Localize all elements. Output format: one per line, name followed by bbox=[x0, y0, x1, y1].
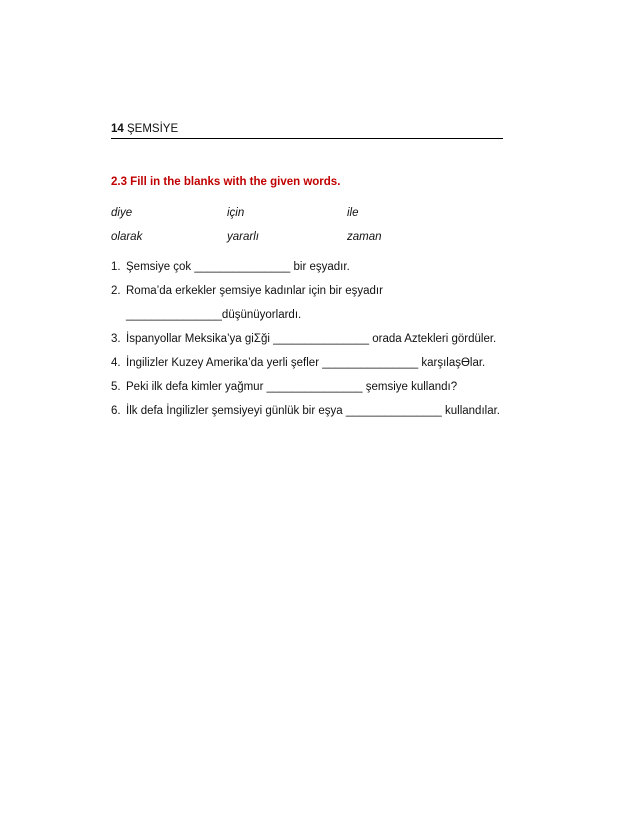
chapter-title: ŞEMSİYE bbox=[127, 123, 179, 135]
word-bank-word: olarak bbox=[111, 231, 143, 243]
word-bank-word: için bbox=[227, 207, 245, 219]
item-number: 3. bbox=[111, 333, 121, 345]
item-number: 5. bbox=[111, 381, 121, 393]
word-bank-word: zaman bbox=[347, 231, 382, 243]
word-bank-word: yararlı bbox=[227, 231, 259, 243]
exercise-item bbox=[111, 355, 531, 379]
word-bank bbox=[111, 207, 511, 255]
item-text: Şemsiye çok _______________ bir eşyadır. bbox=[126, 261, 350, 273]
item-text: _______________düşünüyorlardı. bbox=[126, 309, 302, 321]
exercise-item bbox=[111, 283, 531, 307]
word-bank-row bbox=[111, 231, 511, 255]
exercise-title: 2.3 Fill in the blanks with the given words. bbox=[111, 176, 341, 188]
item-text: Peki ilk defa kimler yağmur _______________ şemsiye kullandı? bbox=[126, 381, 458, 393]
exercise-items bbox=[111, 259, 531, 427]
exercise-item bbox=[111, 331, 531, 355]
word-bank-word: ile bbox=[347, 207, 359, 219]
item-number: 6. bbox=[111, 405, 121, 417]
item-text: İlk defa İngilizler şemsiyeyi günlük bir eşya _______________ kullandılar. bbox=[126, 405, 500, 417]
exercise-item bbox=[111, 403, 531, 427]
item-text: İspanyollar Meksika’ya giƩği _______________ orada Aztekleri gördüler. bbox=[126, 333, 497, 345]
exercise-item bbox=[111, 379, 531, 403]
exercise-item-continuation bbox=[111, 307, 531, 331]
chapter-header bbox=[111, 120, 503, 139]
item-number: 4. bbox=[111, 357, 121, 369]
item-number: 1. bbox=[111, 261, 121, 273]
item-number: 2. bbox=[111, 285, 121, 297]
item-text: İngilizler Kuzey Amerika’da yerli şefler _______________ karşılaşƟlar. bbox=[126, 357, 486, 369]
chapter-number: 14 bbox=[111, 123, 124, 135]
item-text: Roma’da erkekler şemsiye kadınlar için bir eşyadır bbox=[126, 285, 383, 297]
word-bank-word: diye bbox=[111, 207, 133, 219]
word-bank-row bbox=[111, 207, 511, 231]
exercise-item bbox=[111, 259, 531, 283]
